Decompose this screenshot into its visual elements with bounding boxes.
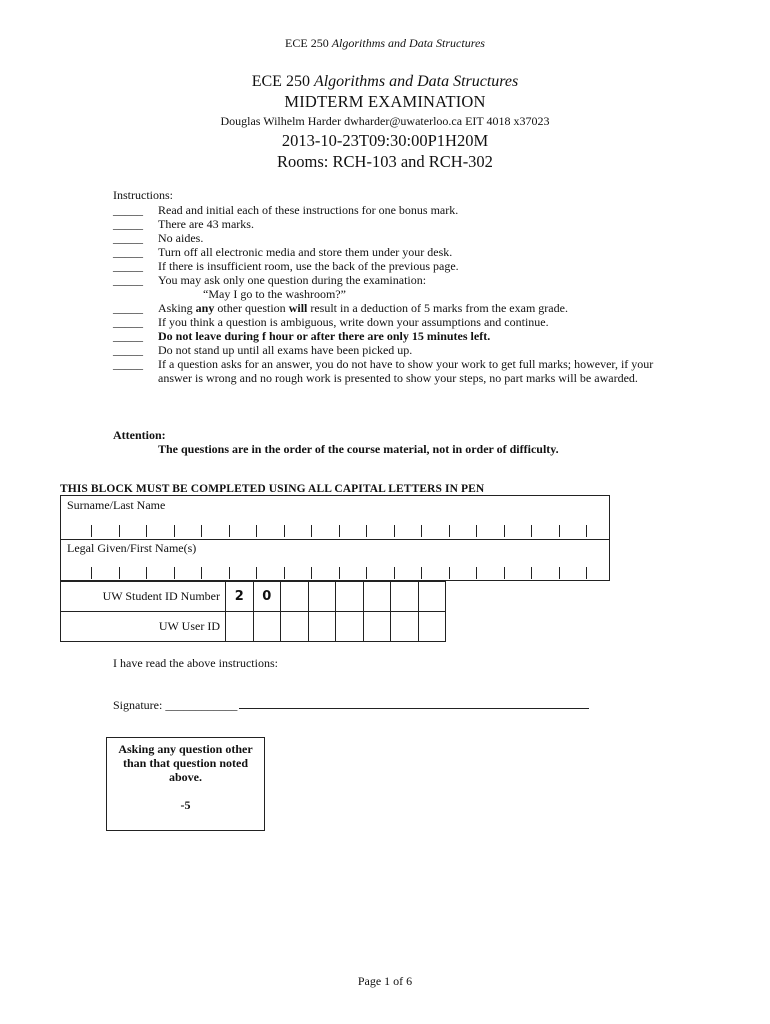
instruction-item <box>113 343 673 357</box>
letter-tick <box>531 525 559 537</box>
surname-label: Surname/Last Name <box>67 498 166 512</box>
letter-tick <box>559 567 587 579</box>
title-course-name: Algorithms and Data Structures <box>313 73 519 90</box>
user-id-cell[interactable] <box>226 612 254 642</box>
student-id-row <box>61 582 446 612</box>
letter-tick <box>421 567 449 579</box>
given-name-label: Legal Given/First Name(s) <box>67 541 197 555</box>
letter-tick <box>586 567 614 579</box>
student-id-label: UW Student ID Number <box>61 582 226 612</box>
letter-tick <box>366 567 394 579</box>
letter-tick <box>284 567 312 579</box>
student-id-cell[interactable] <box>418 582 446 612</box>
letter-tick <box>504 525 532 537</box>
id-table <box>60 581 446 642</box>
instruction-fragment: other question <box>214 301 289 315</box>
letter-tick <box>531 567 559 579</box>
letter-tick <box>119 567 147 579</box>
initial-blank: _____ <box>113 357 143 371</box>
instruction-quote: “May I go to the washroom?” <box>203 287 346 301</box>
header-course-name: Algorithms and Data Structures <box>331 36 485 50</box>
instruction-item <box>113 329 673 343</box>
initial-blank: _____ <box>113 315 143 329</box>
letter-tick <box>119 525 147 537</box>
letter-tick <box>91 567 119 579</box>
letter-tick <box>284 525 312 537</box>
instruction-item <box>113 231 673 245</box>
letter-tick <box>174 567 202 579</box>
instruction-item <box>113 357 673 385</box>
letter-tick <box>201 525 229 537</box>
instruction-text: Turn off all electronic media and store them under your desk. <box>158 245 453 259</box>
instruction-text: You may ask only one question during the examination: <box>158 273 427 287</box>
letter-tick <box>311 567 339 579</box>
instruction-text: If you think a question is ambiguous, write down your assumptions and continue. <box>158 315 549 329</box>
instruction-text: If a question asks for an answer, you do not have to show your work to get full marks; however, if your answer is wrong and no rough work is presented to show your steps, no part marks will be awarded. <box>158 357 654 385</box>
initial-blank: _____ <box>113 301 143 315</box>
initial-blank: _____ <box>113 231 143 245</box>
user-id-cell[interactable] <box>281 612 309 642</box>
student-id-cell[interactable]: 2 <box>226 582 254 612</box>
instruction-item <box>113 301 673 315</box>
instruction-item <box>113 315 673 329</box>
letter-tick <box>146 567 174 579</box>
signature-label: Signature: ____________ <box>113 698 238 712</box>
letter-tick <box>311 525 339 537</box>
signature-line[interactable] <box>239 699 589 709</box>
instruction-emphasis: any <box>195 301 215 315</box>
letter-tick <box>229 567 257 579</box>
letter-tick <box>449 567 477 579</box>
letter-tick <box>256 525 284 537</box>
letter-tick <box>476 567 504 579</box>
instruction-text: Do not stand up until all exams have been picked up. <box>158 343 413 357</box>
page-number: Page 1 of 6 <box>357 974 413 988</box>
author-line: Douglas Wilhelm Harder dwharder@uwaterloo.ca EIT 4018 x37023 <box>220 114 550 128</box>
student-block-heading: THIS BLOCK MUST BE COMPLETED USING ALL CAPITAL LETTERS IN PEN <box>60 483 485 495</box>
user-id-label: UW User ID <box>61 612 226 642</box>
initial-blank: _____ <box>113 245 143 259</box>
instruction-emphasis: will <box>288 301 308 315</box>
instruction-text: Read and initial each of these instructions for one bonus mark. <box>158 203 459 217</box>
user-id-cell[interactable] <box>336 612 364 642</box>
user-id-cell[interactable] <box>308 612 336 642</box>
title-course <box>0 72 770 92</box>
exam-rooms: Rooms: RCH-103 and RCH-302 <box>277 152 493 171</box>
instruction-item <box>113 245 673 259</box>
instruction-fragment: result in a deduction of 5 marks from the exam grade. <box>307 301 568 315</box>
student-id-cell[interactable] <box>281 582 309 612</box>
letter-tick <box>394 525 422 537</box>
letter-tick <box>476 525 504 537</box>
penalty-value: -5 <box>180 798 191 812</box>
user-id-cell[interactable] <box>418 612 446 642</box>
user-id-cell[interactable] <box>391 612 419 642</box>
initial-blank: _____ <box>113 259 143 273</box>
signature-row <box>113 698 589 713</box>
user-id-row <box>61 612 446 642</box>
letter-tick <box>394 567 422 579</box>
letter-tick <box>421 525 449 537</box>
letter-tick <box>366 525 394 537</box>
instruction-text: Do not leave during f hour or after there are only 15 minutes left. <box>158 329 491 343</box>
header-course-code: ECE 250 <box>285 36 329 50</box>
student-id-cell[interactable] <box>363 582 391 612</box>
letter-tick <box>339 567 367 579</box>
instruction-fragment: Asking <box>158 301 196 315</box>
title-block <box>0 72 770 172</box>
letter-tick <box>174 525 202 537</box>
user-id-cell[interactable] <box>363 612 391 642</box>
initial-blank: _____ <box>113 217 143 231</box>
instruction-text: No aides. <box>158 231 204 245</box>
given-name-field[interactable] <box>91 567 614 579</box>
student-id-cell[interactable] <box>336 582 364 612</box>
instruction-item <box>113 273 673 287</box>
letter-tick <box>229 525 257 537</box>
initial-blank: _____ <box>113 273 143 287</box>
name-box <box>60 495 610 581</box>
instruction-text: There are 43 marks. <box>158 217 254 231</box>
letter-tick <box>256 567 284 579</box>
student-id-cell[interactable] <box>308 582 336 612</box>
user-id-cell[interactable] <box>253 612 281 642</box>
instruction-text <box>158 301 673 315</box>
letter-tick <box>586 525 614 537</box>
name-box-divider <box>61 539 609 540</box>
running-header <box>0 36 770 51</box>
exam-title: MIDTERM EXAMINATION <box>284 92 486 111</box>
letter-tick <box>91 525 119 537</box>
student-id-cell[interactable]: 0 <box>253 582 281 612</box>
penalty-text: Asking any question other than that question noted above. <box>118 742 253 784</box>
initial-blank: _____ <box>113 343 143 357</box>
letter-tick <box>201 567 229 579</box>
student-id-cell[interactable] <box>391 582 419 612</box>
attention-heading: Attention: <box>113 428 166 442</box>
letter-tick <box>504 567 532 579</box>
letter-tick <box>339 525 367 537</box>
penalty-box <box>106 737 265 831</box>
letter-tick <box>146 525 174 537</box>
acknowledgement: I have read the above instructions: <box>113 656 278 670</box>
instructions <box>113 188 673 385</box>
attention <box>113 428 633 456</box>
instruction-item <box>113 259 673 273</box>
initial-blank: _____ <box>113 203 143 217</box>
title-course-code: ECE 250 <box>251 73 310 90</box>
instruction-item <box>113 203 673 217</box>
letter-tick <box>559 525 587 537</box>
instructions-heading: Instructions: <box>113 188 173 202</box>
surname-field[interactable] <box>91 525 614 537</box>
instruction-text: If there is insufficient room, use the back of the previous page. <box>158 259 459 273</box>
letter-tick <box>449 525 477 537</box>
instruction-item <box>113 217 673 231</box>
initial-blank: _____ <box>113 329 143 343</box>
exam-datetime: 2013-10-23T09:30:00P1H20M <box>281 131 489 150</box>
attention-body: The questions are in the order of the course material, not in order of difficulty. <box>158 442 559 456</box>
